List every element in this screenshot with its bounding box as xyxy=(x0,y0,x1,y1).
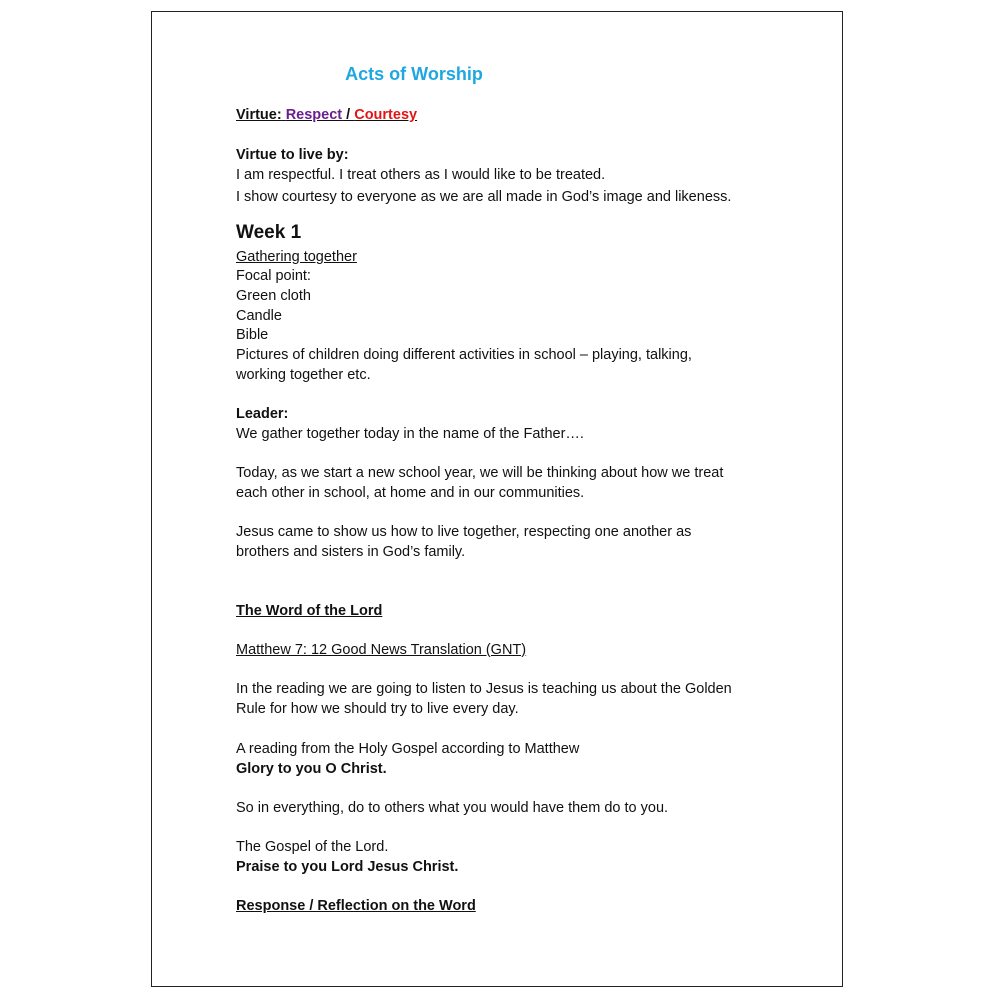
virtue-to-live-line-1: I am respectful. I treat others as I would like to be treated. xyxy=(236,167,606,183)
leader-para3-line-2: brothers and sisters in God’s family. xyxy=(236,544,466,560)
virtue-label: Virtue: xyxy=(236,107,282,123)
scripture-verse: So in everything, do to others what you would have them do to you. xyxy=(236,800,669,816)
focal-item: Candle xyxy=(236,308,282,324)
document-page xyxy=(151,11,843,987)
response-glory: Glory to you O Christ. xyxy=(236,761,387,777)
focal-item: Green cloth xyxy=(236,288,311,304)
reading-intro-line-2: Rule for how we should try to live every day. xyxy=(236,701,519,717)
virtue-to-live-heading: Virtue to live by: xyxy=(236,147,349,163)
reading-intro-line-1: In the reading we are going to listen to Jesus is teaching us about the Golden xyxy=(236,681,732,697)
virtue-courtesy: Courtesy xyxy=(354,107,418,123)
virtue-separator: / xyxy=(342,107,355,123)
focal-point-label: Focal point: xyxy=(236,268,311,284)
response-praise: Praise to you Lord Jesus Christ. xyxy=(236,859,459,875)
gathering-heading: Gathering together xyxy=(236,249,357,265)
focal-item: Bible xyxy=(236,327,269,343)
gospel-announcement: A reading from the Holy Gospel according to Matthew xyxy=(236,741,580,757)
virtue-respect: Respect xyxy=(285,107,343,123)
pictures-line-2: working together etc. xyxy=(236,367,371,383)
page-title: Acts of Worship xyxy=(345,64,483,84)
leader-heading: Leader: xyxy=(236,406,289,422)
leader-para2-line-2: each other in school, at home and in our communities. xyxy=(236,485,585,501)
leader-para3-line-1: Jesus came to show us how to live together, respecting one another as xyxy=(236,524,692,540)
leader-para2-line-1: Today, as we start a new school year, we will be thinking about how we treat xyxy=(236,465,724,481)
scripture-reference: Matthew 7: 12 Good News Translation (GNT) xyxy=(236,642,527,658)
virtue-to-live-line-2: I show courtesy to everyone as we are all made in God’s image and likeness. xyxy=(236,189,732,205)
gospel-closing: The Gospel of the Lord. xyxy=(236,839,389,855)
week-heading: Week 1 xyxy=(236,222,302,243)
word-heading: The Word of the Lord xyxy=(236,603,383,619)
leader-line-1: We gather together today in the name of the Father…. xyxy=(236,426,584,442)
virtue-line xyxy=(236,105,417,125)
response-reflection-heading: Response / Reflection on the Word xyxy=(236,898,476,914)
pictures-line-1: Pictures of children doing different activities in school – playing, talking, xyxy=(236,347,692,363)
